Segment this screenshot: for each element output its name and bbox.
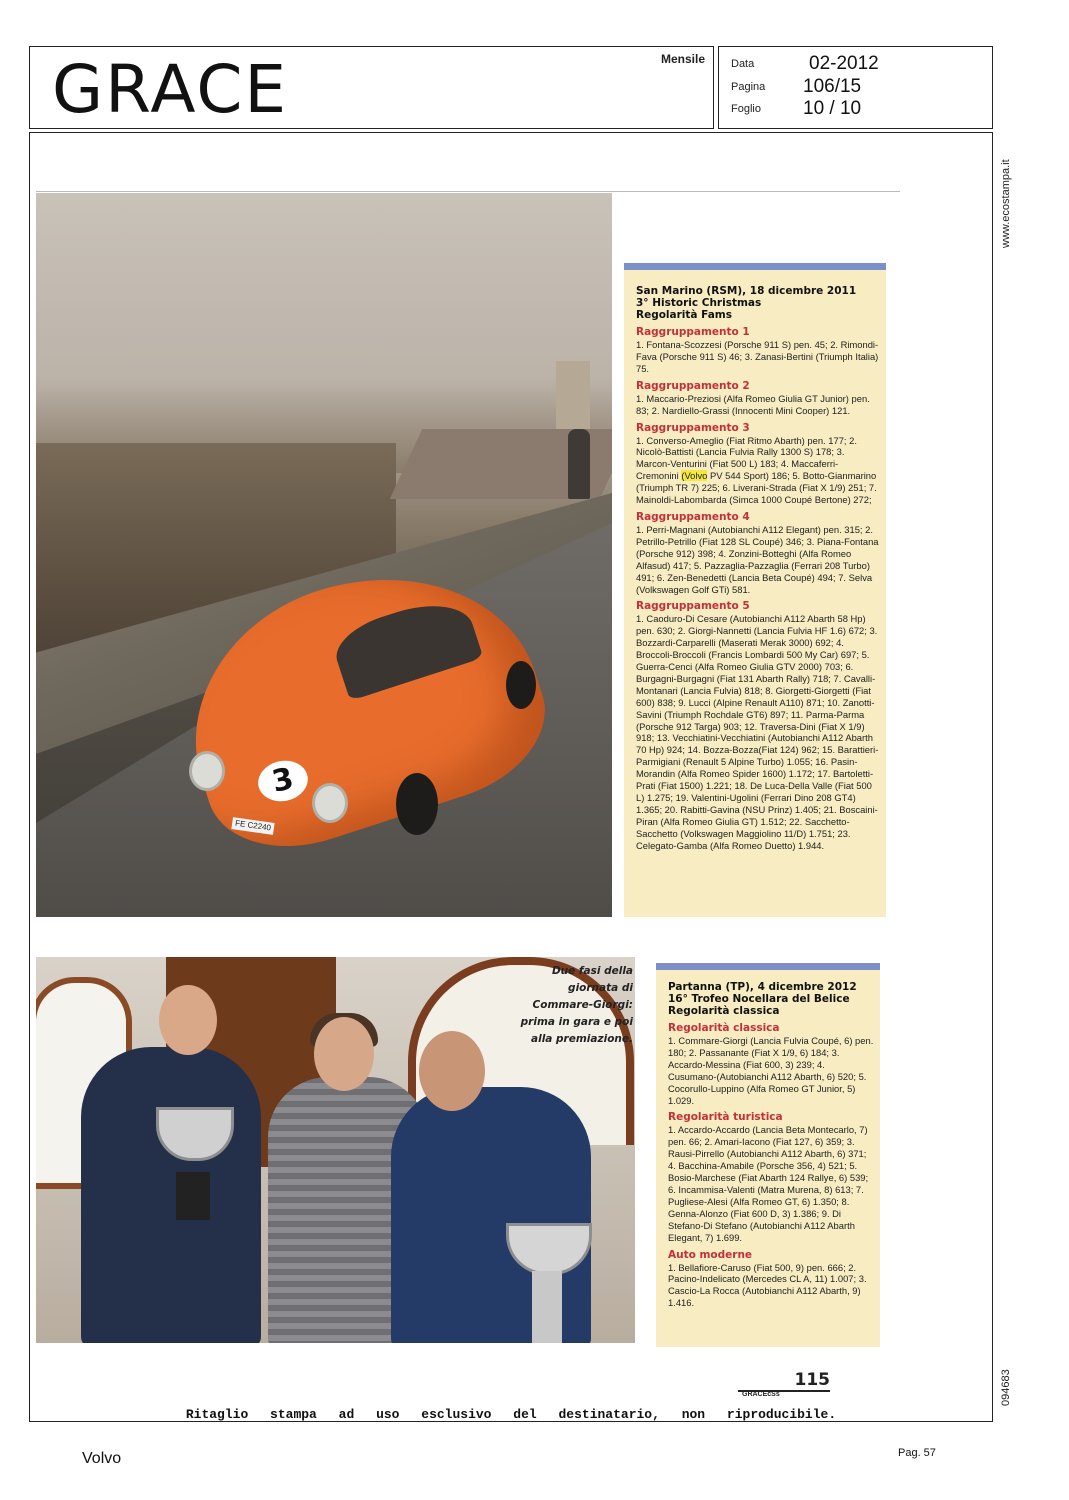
- results-content: [668, 981, 874, 1309]
- data-label: Data: [731, 58, 755, 70]
- event-category: Regolarità classica: [668, 1005, 780, 1017]
- photo-head-left: [159, 985, 217, 1055]
- event-title: San Marino (RSM), 18 dicembre 2011: [636, 285, 857, 297]
- event-subtitle: 16° Trofeo Nocellara del Belice: [668, 993, 850, 1005]
- meta-row-pagina: [731, 76, 986, 98]
- photo-spectator: [568, 429, 590, 499]
- section-results: [636, 435, 880, 506]
- section-title: Raggruppamento 5: [636, 600, 750, 613]
- section-title: Raggruppamento 1: [636, 326, 750, 338]
- section-results: 1. Perri-Magnani (Autobianchi A112 Elegant) pen. 315; 2. Petrillo-Petrillo (Fiat 128 SL Coupé) 346; 3. Piana-Fontana (Porsche 912) 398; 4. Zonzini-Botteghi (Alfa Romeo Alfasud) 417; 5. Pazzaglia-Pazzaglia (Ferrari 208 Turbo) 491; 6. Zen-Benedetti (Lancia Beta Coupé) 494; 7. Selva (Volkswagen Golf GTi) 581.: [636, 523, 879, 595]
- results-text-after: PV 544 Sport) 186; 5. Botto-Gianmarino (Triumph TR 7) 225; 6. Liverani-Strada (Fiat X 1/9) 251; 7. Mainoldi-Labombarda (Simca 1000 Coupé Bertone) 272;: [636, 470, 877, 506]
- section-results: 1. Commare-Giorgi (Lancia Fulvia Coupé, 6) pen. 180; 2. Passanante (Fiat X 1/9, 6) 184; 3. Accardo-Messina (Fiat 600, 3) 239; 4. Cusumano-(Autobianchi A112 Abarth, 6) 520; 5. Cocorullo-Luppino (Alfa Romeo GT Junior, 5) 1.029.: [668, 1035, 874, 1106]
- photo-rally-car: [36, 193, 612, 917]
- box-top-bar: [624, 263, 886, 270]
- section-results: 1. Bellafiore-Caruso (Fiat 500, 9) pen. 666; 2. Pacino-Indelicato (Mercedes CL A, 11) 1.007; 3. Cascio-La Rocca (Autobianchi A112 Abarth, 9) 1.416.: [668, 1261, 867, 1309]
- copyright-notice: Ritaglio stampa ad uso esclusivo del destinatario, non riproducibile.: [185, 1407, 837, 1422]
- side-code: 094683: [1000, 1369, 1012, 1406]
- photo-person-left: [81, 1047, 261, 1343]
- trophy-stem-right: [532, 1271, 562, 1343]
- section-title: Regolarità classica: [668, 1022, 780, 1034]
- car-plate: FE C2240: [231, 817, 274, 835]
- issue-meta-box: [718, 46, 993, 129]
- highlighted-volvo: (Volvo: [681, 470, 708, 482]
- clip-top-rule: [36, 191, 900, 192]
- results-box-san-marino: [624, 263, 886, 917]
- section-title: Regolarità turistica: [668, 1111, 783, 1124]
- section-results: 1. Accardo-Accardo (Lancia Beta Montecarlo, 7) pen. 66; 2. Amari-Iacono (Fiat 127, 6) 359; 3. Rausi-Pirrello (Autobianchi A112 Abarth, 6) 371; 4. Bacchina-Amabile (Porsche 356, 4) 521; 5. Bosio-Marchese (Fiat Abarth 124 Rallye, 6) 539; 6. Incammisa-Valenti (Matra Murena, 8) 613; 7. Pugliese-Alesi (Alfa Romeo GT, 6) 1.350; 8. Genna-Alonzo (Fiat 600 D, 3) 1.386; 9. Di Stefano-Di Stefano (Autobianchi A112 Abarth Elegant, 7) 1.699.: [668, 1124, 869, 1243]
- frequency-label: Mensile: [660, 52, 705, 66]
- section-results: 1. Maccario-Preziosi (Alfa Romeo Giulia GT Junior) pen. 83; 2. Nardiello-Grassi (Innocenti Mini Cooper) 121.: [636, 392, 870, 416]
- keyword-label: Volvo: [82, 1450, 122, 1467]
- section-results: 1. Fontana-Scozzesi (Porsche 911 S) pen. 45; 2. Rimondi-Fava (Porsche 911 S) 46; 3. Zanasi-Bertini (Triumph Italia) 75.: [636, 339, 879, 374]
- photo-head-right: [419, 1031, 485, 1111]
- page-number: 115: [738, 1370, 830, 1392]
- pagina-label: Pagina: [731, 81, 766, 93]
- section-title: Raggruppamento 3: [636, 421, 750, 434]
- results-text-before: 1. Converso-Ameglio (Fiat Ritmo Abarth) pen. 177; 2. Nicolò-Battisti (Lancia Fulvia Rally 1300 S) 178; 3. Marcon-Venturini (Fiat 500 L) 183; 4. Maccaferri-Cremonini: [636, 434, 857, 482]
- section-title: Auto moderne: [668, 1248, 753, 1261]
- photo-head-center: [314, 1017, 374, 1091]
- event-subtitle: 3° Historic Christmas: [636, 297, 762, 309]
- page-counter: Pag. 57: [898, 1447, 936, 1459]
- section-results: 1. Caoduro-Di Cesare (Autobianchi A112 Abarth 58 Hp) pen. 630; 2. Giorgi-Nannetti (Lancia Fulvia HF 1.6) 672; 3. Bozzardi-Carparelli (Maserati Merak 3000) 692; 4. Broccoli-Broccoli (Francis Lombardi 500 My Car) 697; 5. Guerra-Cenci (Alfa Romeo Giulia GTV 2000) 703; 6. Burgagni-Burgagni (Fiat 131 Abarth Rally) 718; 7. Cavalli-Montanari (Lancia Fulvia) 818; 8. Giorgetti-Giorgetti (Fiat 600) 838; 9. Lucci (Alpine Renault A110) 871; 10. Zanotti-Savini (Triumph Rochdale GT6) 897; 11. Parma-Parma (Porsche 912 Targa) 903; 12. Traversa-Dini (Fiat X 1/9) 918; 13. Vecchiatini-Vecchiatini (Autobianchi A112 Abarth 70 Hp) 924; 14. Bozza-Bozza(Fiat 124) 962; 15. Barattieri-Parmigiani (Renault 5 Alpine Turbo) 1.055; 16. Pasin-Morandin (Alfa Romeo Spider 1600) 1.172; 17. Bartoletti-Prati (Fiat 1500) 1.221; 18. De Luca-Della Valle (Fiat 500 L) 1.275; 19. Valentini-Ugolini (Ferrari Dino 208 GT4) 1.365; 20. Rabitti-Gavina (NSU Prinz) 1.405; 21. Boscaini-Piran (Alfa Romeo Giulia GT) 1.512; 22. Sacchetto-Sacchetto (Volkswagen Maggiolino 11/D) 1.751; 23. Celegato-Gamba (Alfa Romeo Duetto) 1.944.: [636, 613, 879, 851]
- section-title: Raggruppamento 2: [636, 379, 750, 392]
- masthead-box: [29, 46, 714, 129]
- car-headlight-left: [189, 751, 225, 791]
- car-race-number: 3: [254, 756, 311, 806]
- event-category: Regolarità Fams: [636, 309, 732, 321]
- pagina-value: 106/15: [803, 76, 862, 97]
- car-headlight-right: [312, 783, 348, 823]
- foglio-value: 10 / 10: [803, 98, 862, 119]
- section-title: Raggruppamento 4: [636, 510, 750, 523]
- photo-caption: Due fasi della giornata di Commare-Giorgi: prima in gara e poi alla premiazione.: [520, 965, 633, 1045]
- publication-logo: GRACE: [52, 51, 289, 128]
- side-url: www.ecostampa.it: [1000, 159, 1012, 248]
- event-title: Partanna (TP), 4 dicembre 2012: [668, 981, 857, 993]
- data-value: 02-2012: [809, 53, 879, 74]
- meta-row-data: [731, 53, 986, 75]
- meta-row-foglio: [731, 98, 986, 120]
- box-top-bar: [656, 963, 880, 970]
- trophy-base-left: [176, 1172, 210, 1220]
- car-front-wheel: [396, 773, 438, 835]
- foglio-label: Foglio: [731, 103, 761, 115]
- results-box-partanna: [656, 963, 880, 1347]
- results-content: [636, 285, 880, 852]
- car-rear-wheel: [506, 661, 536, 709]
- page-logo: GRACEcSs: [742, 1391, 780, 1398]
